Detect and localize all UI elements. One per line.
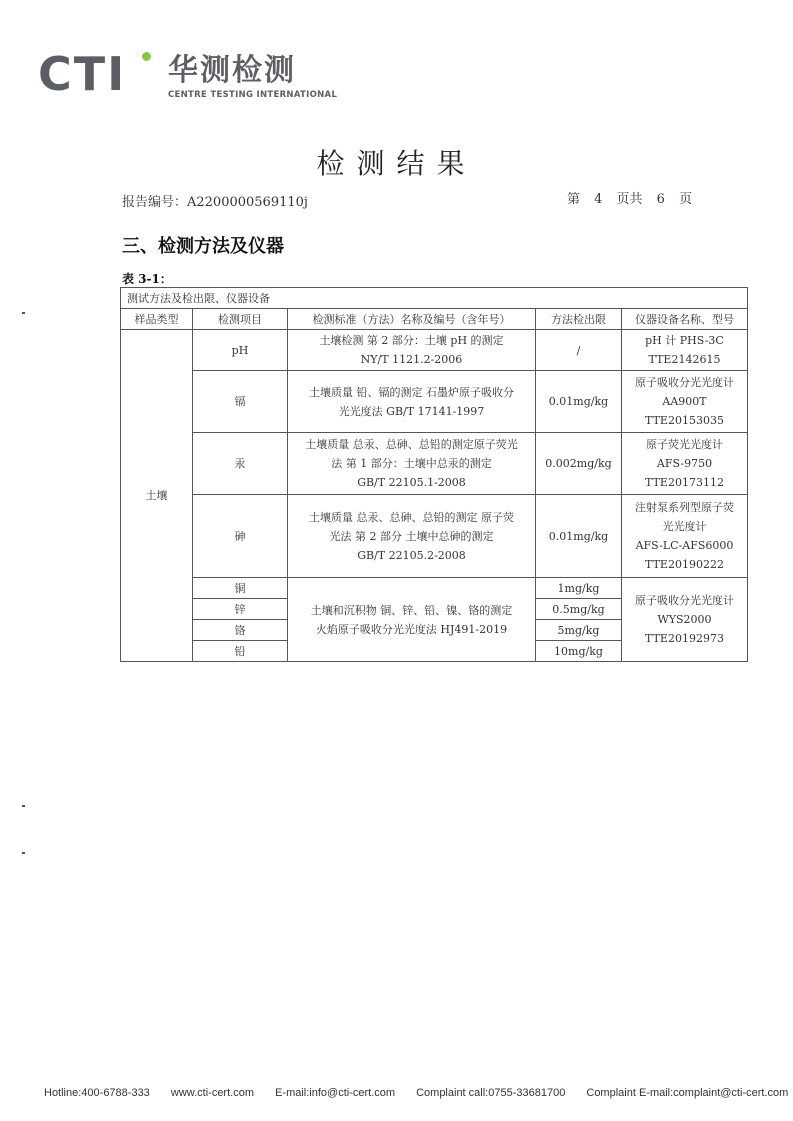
page-footer bbox=[44, 1087, 788, 1099]
footer-complaint-email: Complaint E-mail:complaint@cti-cert.com bbox=[586, 1087, 789, 1099]
method-cell: 土壤质量 总汞、总砷、总铅的测定 原子荧 光法 第 2 部分 土壤中总砷的测定 GB/T 22105.2-2008 bbox=[288, 495, 536, 578]
item-cell: 汞 bbox=[193, 433, 288, 495]
item-cell: 镉 bbox=[193, 371, 288, 433]
limit-cell: / bbox=[536, 330, 622, 371]
limit-cell: 0.01mg/kg bbox=[536, 495, 622, 578]
limit-cell: 0.01mg/kg bbox=[536, 371, 622, 433]
logo-mark: CTI bbox=[38, 47, 127, 101]
logo-chinese-name: 华测检测 bbox=[168, 53, 296, 88]
logo-english-name: CENTRE TESTING INTERNATIONAL bbox=[168, 90, 338, 100]
item-cell: 铅 bbox=[193, 641, 288, 662]
header-instrument: 仪器设备名称、型号 bbox=[622, 309, 748, 330]
footer-website: www.cti-cert.com bbox=[170, 1087, 254, 1099]
limit-cell: 5mg/kg bbox=[536, 620, 622, 641]
page-title: 检测结果 bbox=[316, 147, 477, 180]
instrument-cell: 原子荧光光度计 AFS-9750 TTE20173112 bbox=[622, 433, 748, 495]
report-number: 报告编号：A2200000569110j bbox=[122, 195, 308, 210]
item-cell: pH bbox=[193, 330, 288, 371]
item-cell: 铜 bbox=[193, 578, 288, 599]
table-row bbox=[121, 330, 748, 371]
method-cell: 土壤质量 铅、镉的测定 石墨炉原子吸收分 光光度法 GB/T 17141-1997 bbox=[288, 371, 536, 433]
table-row bbox=[121, 433, 748, 495]
method-cell: 土壤质量 总汞、总砷、总铅的测定原子荧光 法 第 1 部分：土壤中总汞的测定 GB/T 22105.1-2008 bbox=[288, 433, 536, 495]
footer-hotline: Hotline:400-6788-333 bbox=[44, 1087, 150, 1099]
logo-dot-icon bbox=[142, 52, 151, 61]
page-number: 第 4 页共 6 页 bbox=[567, 192, 693, 207]
header-method: 检测标准（方法）名称及编号（含年号） bbox=[288, 309, 536, 330]
header-item: 检测项目 bbox=[193, 309, 288, 330]
scan-mark bbox=[22, 852, 25, 854]
item-cell: 锌 bbox=[193, 599, 288, 620]
method-cell: 土壤检测 第 2 部分：土壤 pH 的测定 NY/T 1121.2-2006 bbox=[288, 330, 536, 371]
company-logo bbox=[38, 48, 338, 108]
scan-mark bbox=[22, 312, 25, 314]
item-cell: 砷 bbox=[193, 495, 288, 578]
section-title: 三、检测方法及仪器 bbox=[122, 236, 284, 257]
table-caption: 测试方法及检出限、仪器设备 bbox=[121, 288, 748, 309]
instrument-cell: 注射泵系列型原子荧 光光度计 AFS-LC-AFS6000 TTE20190222 bbox=[622, 495, 748, 578]
scan-mark bbox=[22, 805, 25, 807]
sample-type-cell: 土壤 bbox=[121, 330, 193, 662]
instrument-cell: 原子吸收分光光度计 AA900T TTE20153035 bbox=[622, 371, 748, 433]
instrument-cell: 原子吸收分光光度计 WYS2000 TTE20192973 bbox=[622, 578, 748, 662]
footer-email: E-mail:info@cti-cert.com bbox=[275, 1087, 396, 1099]
footer-complaint-call: Complaint call:0755-33681700 bbox=[416, 1087, 566, 1099]
table-row bbox=[121, 371, 748, 433]
limit-cell: 0.002mg/kg bbox=[536, 433, 622, 495]
header-limit: 方法检出限 bbox=[536, 309, 622, 330]
table-row bbox=[121, 578, 748, 599]
table-row bbox=[121, 495, 748, 578]
instrument-cell: pH 计 PHS-3C TTE2142615 bbox=[622, 330, 748, 371]
method-cell: 土壤和沉积物 铜、锌、铅、镍、铬的测定 火焰原子吸收分光光度法 HJ491-2019 bbox=[288, 578, 536, 662]
limit-cell: 0.5mg/kg bbox=[536, 599, 622, 620]
table-label: 表 3-1： bbox=[122, 272, 172, 286]
limit-cell: 1mg/kg bbox=[536, 578, 622, 599]
header-sample-type: 样品类型 bbox=[121, 309, 193, 330]
methods-table bbox=[120, 287, 748, 662]
limit-cell: 10mg/kg bbox=[536, 641, 622, 662]
item-cell: 铬 bbox=[193, 620, 288, 641]
